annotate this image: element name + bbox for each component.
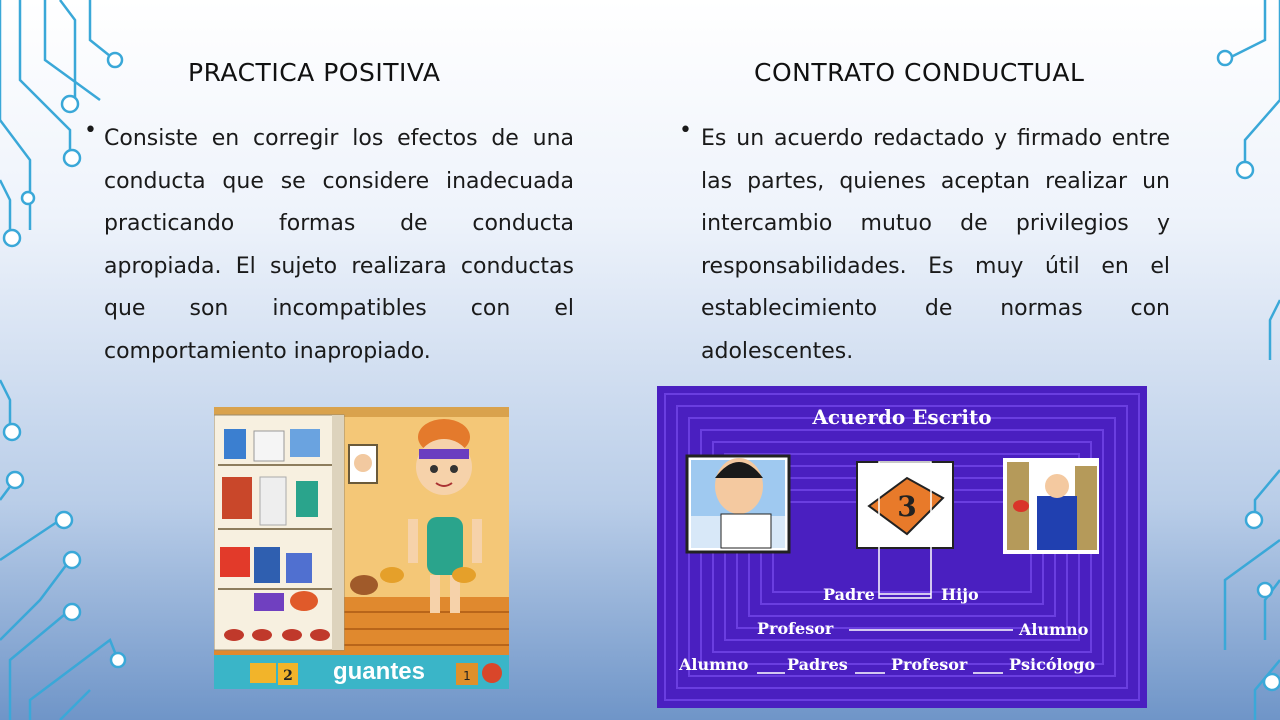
game-caption: guantes [332, 658, 426, 685]
diagram-label-psicologo: Psicólogo [1009, 655, 1096, 674]
diagram-label-alumno-row3: Alumno [679, 655, 749, 674]
paragraph-contrato-conductual: Es un acuerdo redactado y firmado entre las partes, quienes aceptan realizar un intercambio mutuo de privilegios y responsabilidades. Es muy útil en el establecimiento de normas con adolescentes. [701, 126, 1170, 364]
dress-up-game-illustration [214, 407, 509, 689]
diagram-label-alumno: Alumno [1019, 620, 1089, 639]
game-counter: 2 [283, 668, 293, 684]
diagram-label-hijo: Hijo [941, 585, 979, 604]
diagram-title: Acuerdo Escrito [812, 405, 992, 429]
paragraph-practica-positiva: Consiste en corregir los efectos de una conducta que se considere inadecuada practicando formas de conducta apropiada. El sujeto realizara conductas que son incompatibles con el comportamiento inapropiado. [104, 126, 574, 364]
bullet-text-right [701, 118, 1170, 373]
bullet-dot: • [84, 118, 97, 143]
diagram-label-profesor: Profesor [757, 619, 834, 638]
heading-practica-positiva: PRACTICA POSITIVA [188, 58, 441, 87]
dress-up-scene [214, 407, 509, 689]
bullet-dot: • [679, 118, 692, 143]
diagram-label-profesor-row3: Profesor [891, 655, 968, 674]
diagram-label-padres: Padres [787, 655, 848, 674]
written-agreement-diagram [657, 386, 1147, 708]
svg-text:3: 3 [897, 490, 917, 523]
game-page-number: 1 [463, 669, 471, 683]
bullet-text-left [104, 118, 574, 373]
agreement-scene [657, 386, 1147, 708]
heading-contrato-conductual: CONTRATO CONDUCTUAL [754, 58, 1085, 87]
diagram-label-padre: Padre [823, 585, 875, 604]
